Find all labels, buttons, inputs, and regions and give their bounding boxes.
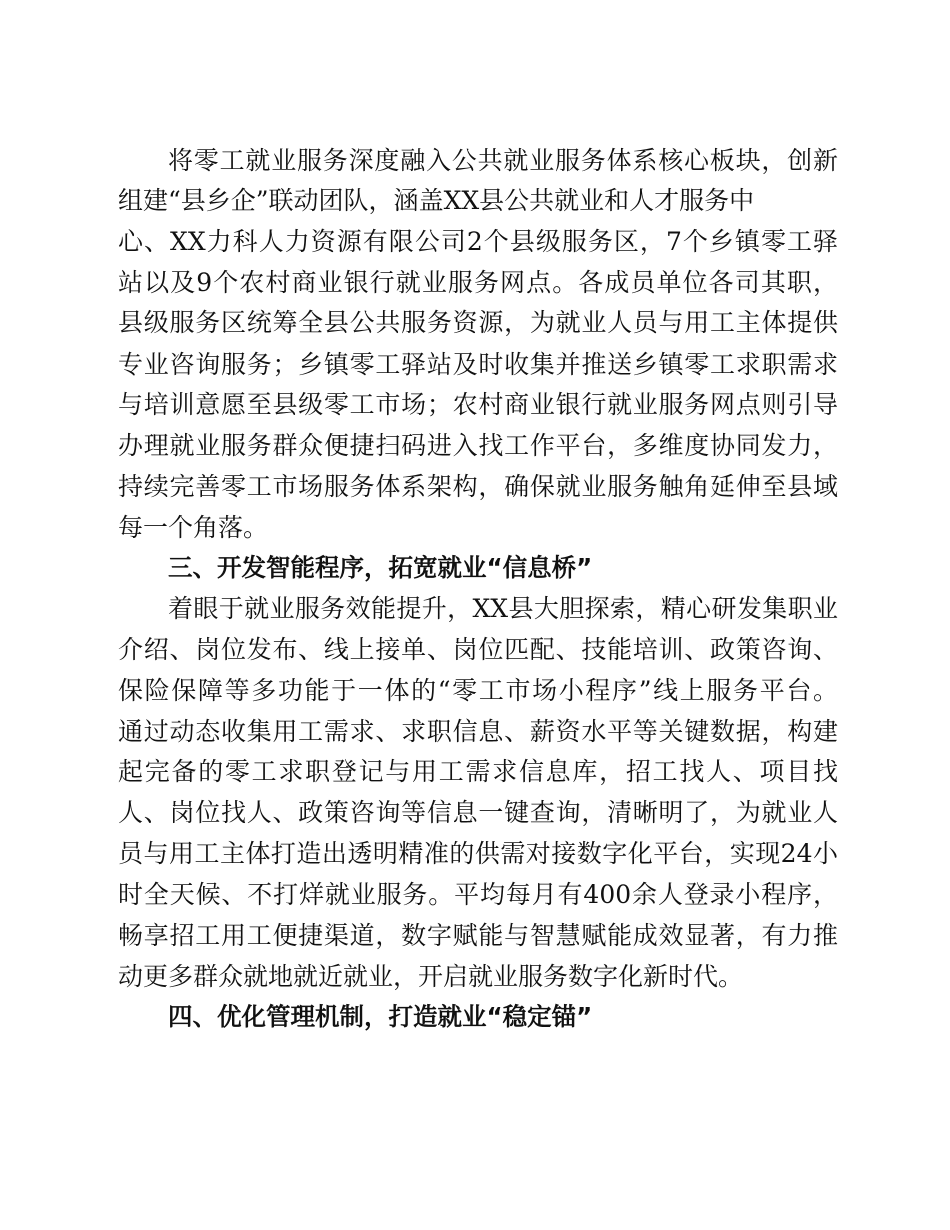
paragraph-line: 畅享招工用工便捷渠道，数字赋能与智慧赋能成效显著，有力推	[118, 921, 838, 950]
paragraph-line: 人、岗位找人、政策咨询等信息一键查询，清晰明了，为就业人	[118, 798, 838, 827]
paragraph-line: 心、XX力科人力资源有限公司2个县级服务区，7个乡镇零工驿	[118, 227, 838, 256]
paragraph-line: 持续完善零工市场服务体系架构，确保就业服务触角延伸至县域	[118, 472, 838, 501]
paragraph-line: 办理就业服务群众便捷扫码进入找工作平台，多维度协同发力，	[118, 431, 838, 460]
paragraph-line: 组建“县乡企”联动团队，涵盖XX县公共就业和人才服务中	[118, 186, 755, 215]
paragraph-line: 时全天候、不打烊就业服务。平均每月有400余人登录小程序，	[118, 880, 838, 909]
paragraph-line: 每一个角落。	[118, 513, 269, 542]
section-heading: 四、优化管理机制，打造就业“稳定锚”	[168, 1002, 593, 1031]
paragraph-line: 与培训意愿至县级零工市场；农村商业银行就业服务网点则引导	[118, 390, 838, 419]
paragraph-line: 着眼于就业服务效能提升，XX县大胆探索，精心研发集职业	[168, 594, 838, 623]
paragraph-line: 县级服务区统筹全县公共服务资源，为就业人员与用工主体提供	[118, 308, 838, 337]
section-heading: 三、开发智能程序，拓宽就业“信息桥”	[168, 553, 593, 582]
paragraph-line: 保险保障等多功能于一体的“零工市场小程序”线上服务平台。	[118, 676, 838, 705]
paragraph-line: 动更多群众就地就近就业，开启就业服务数字化新时代。	[118, 962, 744, 991]
paragraph-line: 将零工就业服务深度融入公共就业服务体系核心板块，创新	[168, 146, 838, 175]
paragraph-line: 通过动态收集用工需求、求职信息、薪资水平等关键数据，构建	[118, 717, 838, 746]
paragraph-line: 员与用工主体打造出透明精准的供需对接数字化平台，实现24小	[118, 839, 838, 868]
paragraph-line: 专业咨询服务；乡镇零工驿站及时收集并推送乡镇零工求职需求	[118, 350, 838, 379]
paragraph-line: 起完备的零工求职登记与用工需求信息库，招工找人、项目找	[118, 757, 838, 786]
paragraph-line: 介绍、岗位发布、线上接单、岗位匹配、技能培训、政策咨询、	[118, 635, 838, 664]
paragraph-line: 站以及9个农村商业银行就业服务网点。各成员单位各司其职，	[118, 268, 838, 297]
